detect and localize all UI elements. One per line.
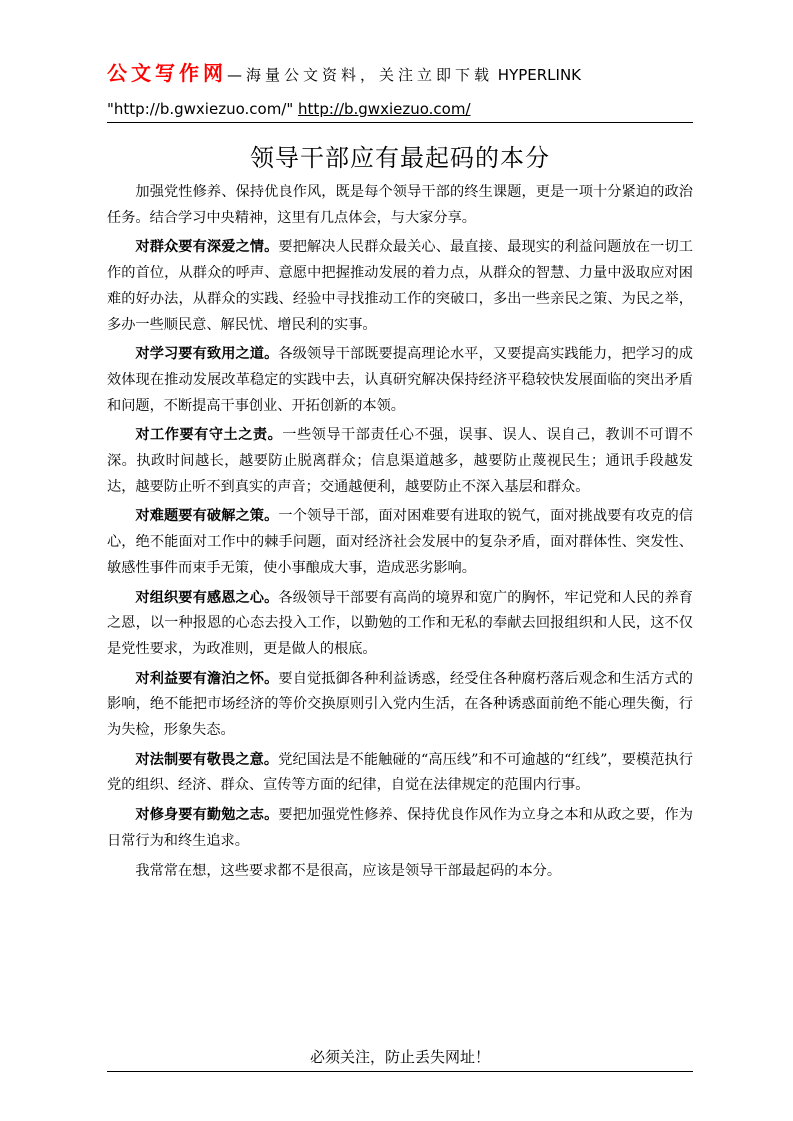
section-text: 各级领导干部要有高尚的境界和宽广的胸怀，牢记党和人民的养育之恩，以一种报恩的心态去投入工作，以勤勉的工作和无私的奉献去回报组织和人民，这不仅是党性要求，为政准则，更是做人的根底。 — [107, 589, 693, 657]
hyperlink-field-code: "http://b.gwxiezuo.com/" — [107, 100, 294, 118]
section-paragraph — [107, 667, 693, 744]
header-divider — [107, 122, 693, 123]
document-body — [107, 180, 693, 888]
section-text: 要把加强党性修养、保持优良作风作为立身之本和从政之要，作为日常行为和终生追求。 — [107, 807, 693, 849]
section-paragraph — [107, 342, 693, 419]
closing-paragraph: 我常常在想，这些要求都不是很高，应该是领导干部最起码的本分。 — [135, 862, 562, 879]
section-paragraph — [107, 235, 693, 338]
section-heading: 对难题要有破解之策。 — [135, 508, 279, 525]
section-heading: 对学习要有致用之道。 — [135, 346, 279, 363]
section-heading: 对修身要有勤勉之志。 — [135, 807, 279, 824]
hyperlink-field-word: HYPERLINK — [493, 66, 582, 84]
section-paragraph — [107, 423, 693, 500]
section-paragraph — [107, 504, 693, 581]
intro-paragraph: 加强党性修养、保持优良作风，既是每个领导干部的终生课题，更是一项十分紧迫的政治任务。结合学习中央精神，这里有几点体会，与大家分享。 — [107, 184, 693, 226]
section-text: 一个领导干部，面对困难要有进取的锐气，面对挑战要有攻克的信心，绝不能面对工作中的棘手问题，面对经济社会发展中的复杂矛盾，面对群体性、突发性、敏感性事件而束手无策，使小事酿成大事，造成恶劣影响。 — [107, 508, 693, 576]
section-heading: 对群众要有深爱之情。 — [135, 239, 279, 256]
section-text: 要把解决人民群众最关心、最直接、最现实的利益问题放在一切工作的首位，从群众的呼声、意愿中把握推动发展的着力点，从群众的智慧、力量中汲取应对困难的好办法，从群众的实践、经验中寻找推动工作的突破口，多出一些亲民之策、为民之举，多办一些顺民意、解民忧、增民利的实事。 — [107, 239, 693, 333]
brand-name[interactable]: 公文写作网 — [107, 61, 227, 85]
section-paragraph — [107, 586, 693, 663]
website-link[interactable]: http://b.gwxiezuo.com/ — [298, 100, 471, 118]
section-text: 各级领导干部既要提高理论水平，又要提高实践能力，把学习的成效体现在推动发展改革稳定的实践中去，认真研究解决保持经济平稳较快发展面临的突出矛盾和问题，不断提高干事创业、开拓创新的本领。 — [107, 346, 693, 414]
page-header — [107, 56, 693, 126]
section-heading: 对组织要有感恩之心。 — [135, 589, 279, 606]
footer-divider — [107, 1071, 693, 1072]
header-tagline: —海量公文资料，关注立即下载 — [227, 66, 494, 84]
footer-notice: 必须关注，防止丢失网址！ — [309, 1048, 490, 1066]
section-paragraph — [107, 803, 693, 854]
section-heading: 对工作要有守土之责。 — [135, 427, 283, 444]
section-text: 党纪国法是不能触碰的“高压线”和不可逾越的“红线”，要模范执行党的组织、经济、群众、宣传等方面的纪律，自觉在法律规定的范围内行事。 — [107, 751, 693, 794]
section-heading: 对利益要有澹泊之怀。 — [135, 670, 279, 687]
section-text: 一些领导干部责任心不强，误事、误人、误自己，教训不可谓不深。执政时间越长，越要防止脱离群众；信息渠道越多，越要防止蔑视民生；通讯手段越发达，越要防止听不到真实的声音；交通越便利，越要防止不深入基层和群众。 — [107, 427, 693, 495]
section-text: 要自觉抵御各种利益诱惑，经受住各种腐朽落后观念和生活方式的影响，绝不能把市场经济的等价交换原则引入党内生活，在各种诱惑面前绝不能心理失衡，行为失检，形象失态。 — [107, 670, 693, 739]
section-heading: 对法制要有敬畏之意。 — [135, 751, 279, 768]
section-paragraph — [107, 748, 693, 799]
document-title: 领导干部应有最起码的本分 — [250, 144, 550, 172]
